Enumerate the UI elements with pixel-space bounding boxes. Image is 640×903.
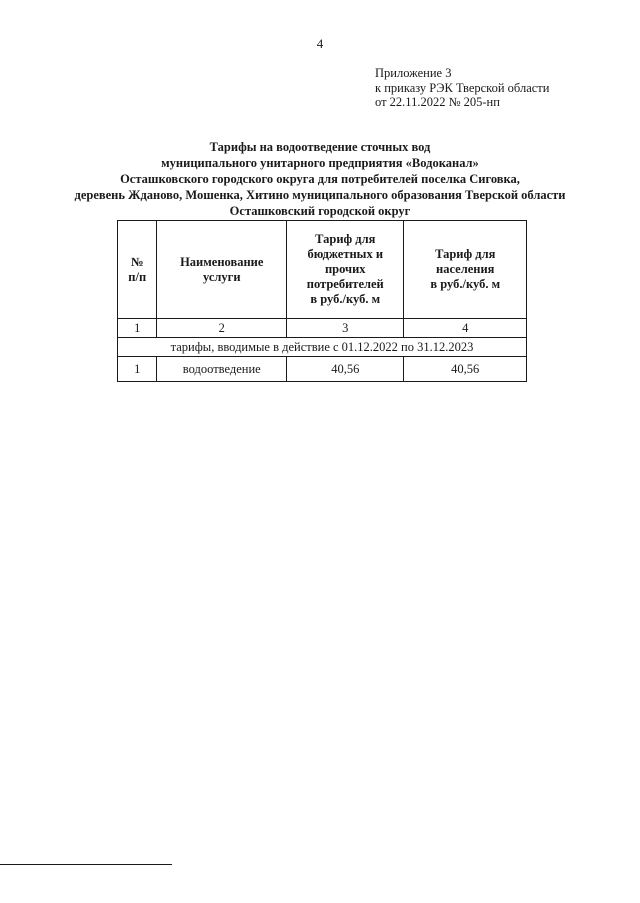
title-line-1: Тарифы на водоотведение сточных вод <box>209 140 431 154</box>
row-population-tariff: 40,56 <box>404 357 527 382</box>
appendix-line-1: Приложение 3 <box>375 66 452 80</box>
header-budget-tariff: Тариф для бюджетных и прочих потребителей в руб./куб. м <box>287 221 404 319</box>
tariffs-table <box>117 220 527 382</box>
title-line-2: муниципального унитарного предприятия «Водоканал» <box>161 156 479 170</box>
column-number: 1 <box>118 319 157 338</box>
header-num: № п/п <box>118 221 157 319</box>
column-number: 4 <box>404 319 527 338</box>
column-number: 2 <box>157 319 287 338</box>
header-population-tariff: Тариф для населения в руб./куб. м <box>404 221 527 319</box>
appendix-line-2: к приказу РЭК Тверской области <box>375 80 550 95</box>
column-number: 3 <box>287 319 404 338</box>
table-header-row <box>118 221 527 319</box>
page-number: 4 <box>316 36 324 51</box>
header-service: Наименование услуги <box>157 221 287 319</box>
column-numbers-row <box>118 319 527 338</box>
period-row <box>118 338 527 357</box>
row-num: 1 <box>118 357 157 382</box>
title-line-4: деревень Жданово, Мошенка, Хитино муниципального образования Тверской области <box>74 188 566 202</box>
row-service: водоотведение <box>157 357 287 382</box>
row-budget-tariff: 40,56 <box>287 357 404 382</box>
appendix-reference <box>375 66 549 110</box>
period-text: тарифы, вводимые в действие с 01.12.2022 по 31.12.2023 <box>118 338 527 357</box>
appendix-line-3: от 22.11.2022 № 205-нп <box>375 95 500 109</box>
table-row <box>118 357 527 382</box>
title-line-3: Осташковского городского округа для потребителей поселка Сиговка, <box>120 172 520 186</box>
footnote-divider <box>0 864 172 865</box>
title-line-5: Осташковский городской округ <box>229 204 411 218</box>
document-title <box>0 139 640 219</box>
